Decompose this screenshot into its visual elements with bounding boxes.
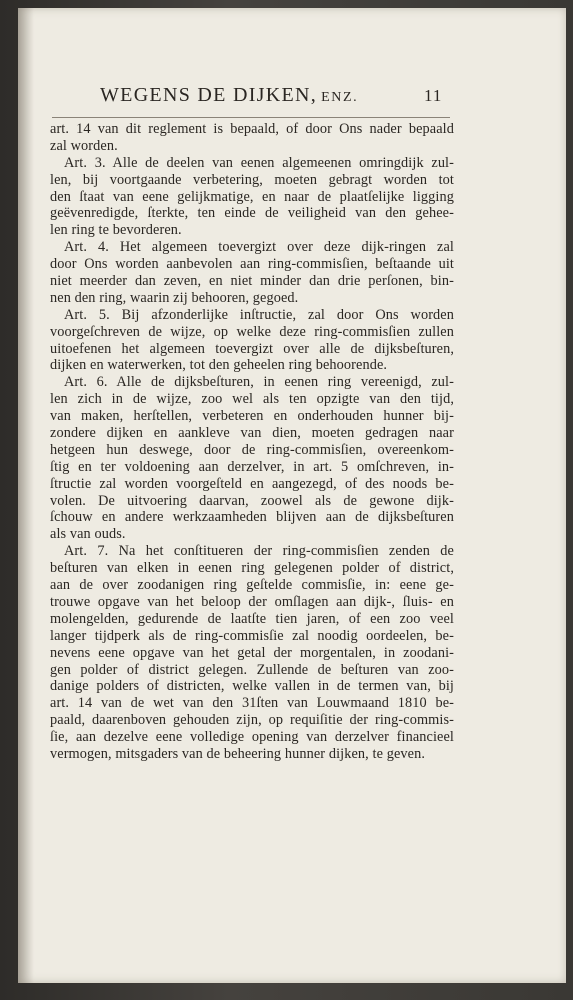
text-line: niet meerder dan zeven, en niet minder dan drie perſonen, bin- — [50, 273, 454, 290]
text-line: len ring te bevorderen. — [50, 222, 182, 239]
paragraph — [50, 121, 454, 155]
paragraph — [50, 239, 454, 307]
text-line: den ſtaat van eene gelijkmatige, en naar de plaatſelijke ligging — [50, 188, 454, 205]
paragraph — [50, 374, 454, 543]
text-line: ſtig en ter voldoening aan derzelver, in art. 5 omſchreven, in- — [50, 458, 454, 475]
text-line: van maken, herſtellen, verbeteren en onderhouden hunner bij- — [50, 408, 454, 425]
paragraph — [50, 307, 454, 375]
text-line: danige polders of districten, welke vallen in de termen van, bij — [50, 678, 454, 695]
text-line: door Ons worden aanbevolen aan ring-commisſien, beſtaande uit — [50, 256, 454, 273]
body-text — [50, 121, 454, 763]
text-line: dijken en waterwerken, tot den geheelen ring behoorende. — [50, 357, 388, 374]
text-line: Art. 7. Na het conſtitueren der ring-commisſien zenden de — [64, 543, 454, 560]
text-line: len zich in de wijze, zoo wel als ten opzigte van den tijd, — [50, 391, 454, 408]
text-line: trouwe opgave van het beloop der omſlagen aan dijk-, ſluis- en — [50, 593, 454, 610]
text-line: art. 14 van dit reglement is bepaald, of door Ons nader bepaald — [50, 121, 454, 137]
text-line: len, bij voortgaande verbetering, moeten gebragt worden tot — [50, 171, 454, 188]
text-line: Art. 5. Bij afzonderlijke inſtructie, zal door Ons worden — [64, 306, 454, 323]
text-line: zal worden. — [50, 137, 118, 154]
text-line: aan de over zoodanigen ring geſtelde commisſie, in: eene ge- — [50, 577, 454, 594]
running-head-suffix: ENZ. — [321, 90, 359, 105]
text-line: voorgeſchreven de wijze, op welke deze ring-commisſien zullen — [50, 323, 454, 340]
text-line: molengelden, gedurende de laatſte tien jaren, of een zoo veel — [50, 610, 454, 627]
text-line: gen polder of district gelegen. Zullende de beſturen van zoo- — [50, 661, 454, 678]
running-head — [100, 84, 460, 107]
text-line: ſtructie zal worden voorgeſteld en aangezegd, of des noods be- — [50, 475, 454, 492]
text-line: uitoefenen het algemeen toevergizt over alle de dijksbeſturen, — [50, 340, 454, 357]
text-line: vermogen, mitsgaders van de beheering hunner dijken, te geven. — [50, 745, 426, 762]
paragraph — [50, 543, 454, 763]
text-line: beſturen van elken in eenen ring gelegenen polder of district, — [50, 560, 454, 577]
text-line: langer tijdperk als de ring-commisſie zal noodig oordeelen, be- — [50, 627, 454, 644]
text-line: nevens eene opgave van het getal der morgentalen, in zoodani- — [50, 644, 454, 661]
page-number: 11 — [424, 86, 443, 105]
text-line: zondere dijken en aankleve van dien, moeten gedragen naar — [50, 425, 454, 442]
text-line: Art. 3. Alle de deelen van eenen algemeenen omringdijk zul- — [64, 154, 454, 171]
text-line: volen. De uitvoering daarvan, zoowel als de gewone dijk- — [50, 492, 454, 509]
header-rule — [52, 117, 450, 118]
text-line: geëvenredigde, ſterkte, ten einde de veiligheid van den gehee- — [50, 205, 454, 222]
text-line: ſchouw en andere werkzaamheden blijven aan de dijksbeſturen — [50, 509, 454, 526]
text-line: Art. 4. Het algemeen toevergizt over deze dijk-ringen zal — [64, 239, 454, 256]
text-line: hetgeen hun deswege, door de ring-commisſien, overeenkom- — [50, 441, 454, 458]
text-line: als van ouds. — [50, 526, 126, 543]
text-line: art. 14 van de wet van den 31ſten van Louwmaand 1810 be- — [50, 695, 454, 712]
text-line: nen den ring, waarin zij behooren, gegoed. — [50, 289, 299, 306]
text-line: paald, daarenboven gehouden zijn, op requiſitie der ring-commis- — [50, 712, 454, 729]
running-head-title: WEGENS DE DIJKEN, — [100, 84, 318, 106]
paragraph — [50, 155, 454, 239]
text-line: Art. 6. Alle de dijksbeſturen, in eenen ring vereenigd, zul- — [64, 374, 454, 391]
text-line: ſie, aan dezelve eene volledige opening van derzelver financieel — [50, 729, 454, 746]
page-gutter-shadow — [18, 8, 34, 983]
